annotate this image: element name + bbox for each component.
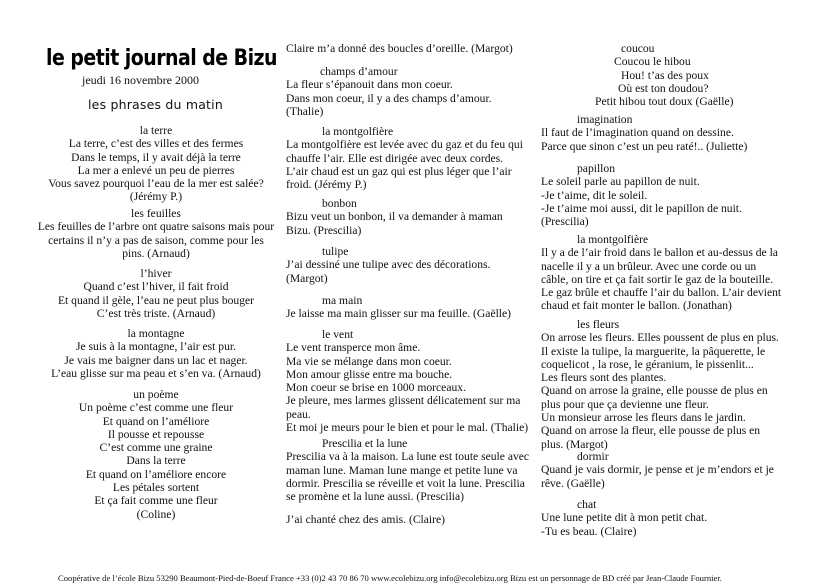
entry-line: Les fleurs sont des plantes. [541,371,667,385]
entry-line: dormir. Prescilia se réveille et voit la lune. Prescilia [286,476,525,490]
entry-line: nacelle il y a un brûleur. Avec une corde ou un [541,259,757,273]
entry-line: peau. [286,407,311,421]
entry-chat [541,498,803,538]
entry-title: dormir [577,450,609,463]
entry-line: certains il n’y a pas de saison, comme pour les [48,233,264,247]
entry-line: Bizu. (Prescilia) [286,223,362,237]
entry-line: Il faut de l’imagination quand on dessine. [541,126,734,140]
entry-montgolfiere [286,125,534,191]
entry-title: la montgolfière [577,233,649,246]
footer-contact: Coopérative de l’école Bizu 53290 Beaumont-Pied-de-Boeuf France +33 (0)2 43 70 86 70 www.ecolebizu.org info@ecolebizu.org Bizu est un personnage de BD créé par Jean-Claude Fournier. [58,573,722,583]
entry-line: C’est comme une graine [99,441,213,455]
entry-line: Une lune petite dit à mon petit chat. [541,511,708,525]
entry-les-feuilles [28,207,284,260]
entry-line: La terre, c’est des villes et des fermes [68,137,244,151]
entry-line: J’ai chanté chez des amis. (Claire) [286,513,446,526]
entry-line: Un monsieur arrose les fleurs dans le jardin. [541,411,746,425]
entry-line: Mon coeur se brise en 1000 morceaux. [286,381,466,395]
entry-les-fleurs [541,318,803,451]
entry-line: Où est ton doudou? [618,81,709,95]
entry-line: plus pour que ça devienne une fleur. [541,397,709,411]
entry-line: pins. (Arnaud) [122,246,190,260]
entry-coucou [541,42,803,108]
entry-title: les fleurs [577,318,620,331]
entry-line: chaud et fait monter le ballon. (Jonathan) [541,299,732,313]
entry-line: Petit hibou tout doux (Gaëlle) [595,95,734,109]
entry-title: ma main [322,294,363,307]
entry-la-terre [28,124,284,204]
entry-line: Prescilia va à la maison. La lune est toute seule avec [286,450,530,464]
entry-title: un poème [133,388,179,401]
entry-outro [286,513,534,526]
entry-line: maman lune. Maman lune mange et petite lune va [286,463,518,477]
entry-line: Quand on arrose la graine, elle pousse de plus en [541,384,768,398]
entry-title: tulipe [322,245,349,258]
entry-line: Les feuilles de l’arbre ont quatre saisons mais pour [37,220,275,234]
entry-title: chat [577,498,597,511]
entry-line: (Prescilia) [541,215,589,229]
entry-line: coquelicot , la rose, le géranium, le pissenlit... [541,357,754,371]
entry-line: Il y a de l’air froid dans le ballon et au-dessus de la [541,246,778,260]
entry-line: Je pleure, mes larmes glissent délicatement sur ma [286,394,521,408]
entry-ma-main [286,294,534,321]
entry-line: Et ça fait comme une fleur [94,494,218,508]
entry-line: Bizu veut un bonbon, il va demander à maman [286,210,503,224]
entry-line: Quand c’est l’hiver, il fait froid [83,280,229,294]
entry-line: Ma vie se mélange dans mon coeur. [286,354,452,368]
entry-line: C’est très triste. (Arnaud) [96,306,216,320]
entry-line: La montgolfière est levée avec du gaz et du feu qui [286,138,523,152]
entry-line: Et moi je meurs pour le bien et pour le mal. (Thalie) [286,421,529,435]
entry-line: (Thalie) [286,104,324,118]
entry-hiver [28,267,284,320]
entry-line: plus. (Margot) [541,437,608,451]
entry-line: câble, on tire et ça fait sortir le gaz de la bouteille. [541,272,774,286]
entry-line: Il existe la tulipe, la marguerite, la pâquerette, le [541,344,766,358]
entry-line: -Tu es beau. (Claire) [541,524,637,538]
entry-line: Quand je vais dormir, je pense et je m’endors et je [541,463,774,477]
entry-title: la montagne [127,327,185,340]
entry-line: Dans le temps, il y avait déjà la terre [71,150,241,164]
entry-line: Dans mon coeur, il y a des champs d’amour. [286,91,492,105]
entry-montgolfiere-2 [541,233,803,313]
entry-line: Claire m’a donné des boucles d’oreille. (Margot) [286,42,513,55]
entry-line: La fleur s’épanouit dans mon coeur. [286,78,453,92]
entry-intro [286,42,534,55]
entry-line: Le vent transperce mon âme. [286,341,421,355]
entry-line: Vous savez pourquoi l’eau de la mer est salée? [48,177,264,191]
entry-title: les feuilles [131,207,181,220]
entry-line: (Jérémy P.) [129,190,183,204]
entry-le-vent [286,328,534,434]
entry-line: J’ai dessiné une tulipe avec des décorations. [286,258,491,272]
entry-line: froid. (Jérémy P.) [286,178,367,192]
entry-line: Quand on arrose la fleur, elle pousse de plus en [541,424,761,438]
entry-line: -Je t’aime, dit le soleil. [541,188,648,202]
entry-champs-d-amour [286,65,534,118]
entry-title: la terre [139,124,173,137]
entry-line: (Margot) [286,271,328,285]
entry-title: le vent [322,328,354,341]
entry-line: Le soleil parle au papillon de nuit. [541,175,700,189]
entry-la-montagne [28,327,284,380]
entry-papillon [541,162,803,228]
entry-line: Un poème c’est comme une fleur [78,401,234,415]
entry-line: Il pousse et repousse [107,427,205,441]
entry-tulipe [286,245,534,285]
section-subtitle: les phrases du matin [88,97,223,112]
entry-line: Mon amour glisse entre ma bouche. [286,367,453,381]
entry-line: L’air chaud est un gaz qui est plus léger que l’air [286,164,512,178]
issue-date: jeudi 16 novembre 2000 [82,73,199,87]
entry-line: se promène et la lune aussi. (Prescilia) [286,490,465,504]
entry-line: -Je t’aime moi aussi, dit le papillon de nuit. [541,201,742,215]
entry-line: chauffe l’air. Elle est dirigée avec deux cordes. [286,151,504,165]
entry-dormir [541,450,803,490]
entry-line: Les pétales sortent [112,481,200,495]
entry-imagination [541,113,803,153]
entry-title: la montgolfière [322,125,394,138]
entry-line: Et quand on l’améliore encore [85,467,227,481]
masthead: le petit journal de Bizu [46,46,278,71]
entry-prescilia-et-la-lune [286,437,534,503]
entry-line: On arrose les fleurs. Elles poussent de plus en plus. [541,331,779,345]
entry-line: Le gaz brûle et chauffe l’air du ballon. L’air devient [541,286,782,300]
entry-title: bonbon [322,197,357,210]
entry-line: La mer a enlevé un peu de pierres [77,163,235,177]
entry-title: Prescilia et la lune [322,437,408,450]
entry-line: Je vais me baigner dans un lac et nager. [64,353,248,367]
entry-line: Je laisse ma main glisser sur ma feuille. (Gaëlle) [286,307,512,321]
entry-line: Et quand on l’améliore [102,414,210,428]
entry-line: Je suis à la montagne, l’air est pur. [75,340,237,354]
entry-line: (Coline) [136,507,176,521]
entry-line: Hou! t’as des poux [621,68,709,82]
entry-line: rêve. (Gaëlle) [541,476,605,490]
entry-line: Coucou le hibou [614,55,691,69]
entry-line: L’eau glisse sur ma peau et s’en va. (Arnaud) [51,366,261,380]
entry-title: champs d’amour [320,65,398,78]
entry-title: papillon [577,162,615,175]
entry-bonbon [286,197,534,237]
entry-line: Dans la terre [126,454,186,468]
entry-line: Et quand il gèle, l’eau ne peut plus bouger [57,293,255,307]
entry-un-poeme [28,388,284,521]
entry-line: Parce que sinon c’est un peu raté!.. (Juliette) [541,139,748,153]
entry-title: coucou [621,42,655,55]
entry-title: l’hiver [140,267,172,280]
entry-title: imagination [577,113,633,126]
